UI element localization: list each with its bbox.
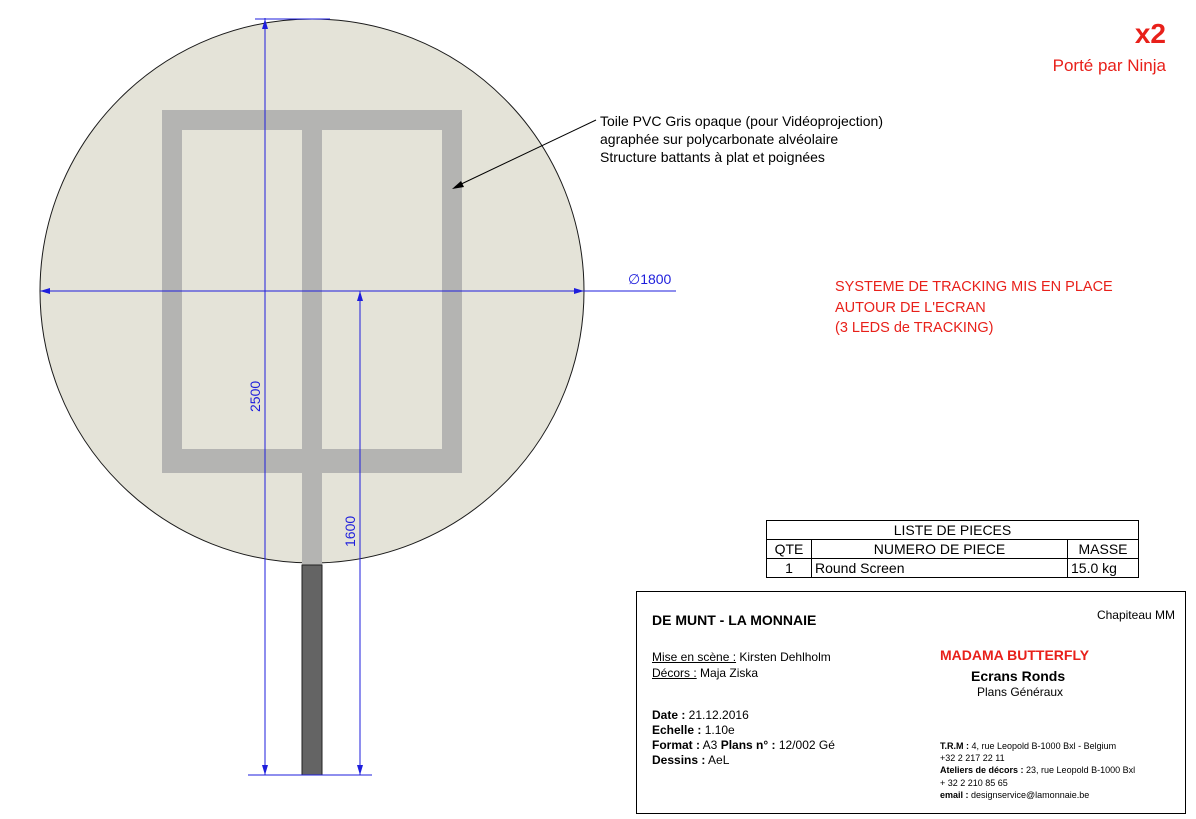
column-header-qty: QTE — [767, 540, 812, 559]
total-height-dimension: 2500 — [247, 380, 263, 412]
workshop-phone: + 32 2 210 85 65 — [940, 777, 1008, 788]
workshop-label: Ateliers de décors : — [940, 765, 1024, 776]
plans-value: 12/002 Gé — [775, 738, 835, 752]
scale-row — [652, 723, 835, 738]
date-value: 21.12.2016 — [685, 708, 749, 722]
material-callout — [600, 112, 883, 166]
drawn-value: AeL — [705, 753, 730, 767]
production-title: MADAMA BUTTERFLY — [940, 647, 1090, 663]
tracking-note-line: (3 LEDS de TRACKING) — [835, 320, 994, 336]
company-name: DE MUNT - LA MONNAIE — [652, 612, 817, 628]
carried-by-label: Porté par Ninja — [1052, 56, 1166, 75]
callout-line: agraphée sur polycarbonate alvéolaire — [600, 131, 839, 147]
drawing-info — [652, 708, 835, 768]
table-row — [767, 559, 1139, 578]
staging-label: Mise en scène : — [652, 650, 737, 664]
scale-label: Echelle : — [652, 723, 702, 737]
drawn-label: Dessins : — [652, 753, 706, 767]
frame-handle — [302, 473, 322, 565]
cell-qty: 1 — [767, 559, 812, 578]
format-value: A3 — [700, 738, 721, 752]
date-label: Date : — [652, 708, 686, 722]
support-pole — [302, 565, 322, 775]
cell-mass: 15.0 kg — [1068, 559, 1139, 578]
diameter-dimension: ∅1800 — [628, 271, 672, 287]
column-header-part: NUMERO DE PIECE — [812, 540, 1068, 559]
parts-list-title: LISTE DE PIECES — [767, 521, 1139, 540]
workshop-value: 23, rue Leopold B-1000 Bxl — [1023, 765, 1136, 776]
format-row — [652, 738, 835, 753]
tracking-note-line: SYSTEME DE TRACKING MIS EN PLACE — [835, 279, 1113, 295]
credits — [652, 649, 831, 681]
format-label: Format : — [652, 738, 700, 752]
trm-value: 4, rue Leopold B-1000 Bxl - Belgium — [969, 741, 1117, 751]
trm-label: T.R.M : — [940, 741, 969, 751]
center-height-dimension: 1600 — [342, 515, 358, 547]
tracking-note-line: AUTOUR DE L'ECRAN — [835, 299, 986, 316]
drawn-row — [652, 753, 835, 768]
drawing-subject: Ecrans Ronds — [971, 668, 1066, 684]
cell-part: Round Screen — [812, 559, 1068, 578]
staging-credit — [652, 649, 831, 665]
workshop-address — [940, 764, 1135, 776]
sets-value: Maja Ziska — [696, 666, 759, 680]
plans-label: Plans n° : — [720, 738, 776, 752]
email-value: designservice@lamonnaie.be — [968, 789, 1090, 800]
scale-value: 1.10e — [701, 723, 735, 737]
column-header-mass: MASSE — [1068, 540, 1139, 559]
drawing-subtitle: Plans Généraux — [977, 685, 1064, 699]
quantity-label: x2 — [1134, 18, 1166, 49]
parts-list-table — [766, 520, 1139, 578]
sets-label: Décors : — [652, 666, 697, 680]
email-label: email : — [940, 789, 969, 800]
trm-address — [940, 740, 1135, 752]
date-row — [652, 708, 835, 723]
email-row — [940, 789, 1135, 801]
trm-phone: +32 2 217 22 11 — [940, 753, 1005, 764]
contact-info — [940, 740, 1135, 801]
title-block — [636, 591, 1186, 814]
callout-line: Toile PVC Gris opaque (pour Vidéoprojection) — [600, 113, 884, 129]
sets-credit — [652, 665, 831, 681]
tracking-note — [835, 277, 1113, 339]
staging-value: Kirsten Dehlholm — [736, 650, 831, 664]
venue-name: Chapiteau MM — [1096, 608, 1175, 622]
callout-line: Structure battants à plat et poignées — [600, 149, 825, 165]
